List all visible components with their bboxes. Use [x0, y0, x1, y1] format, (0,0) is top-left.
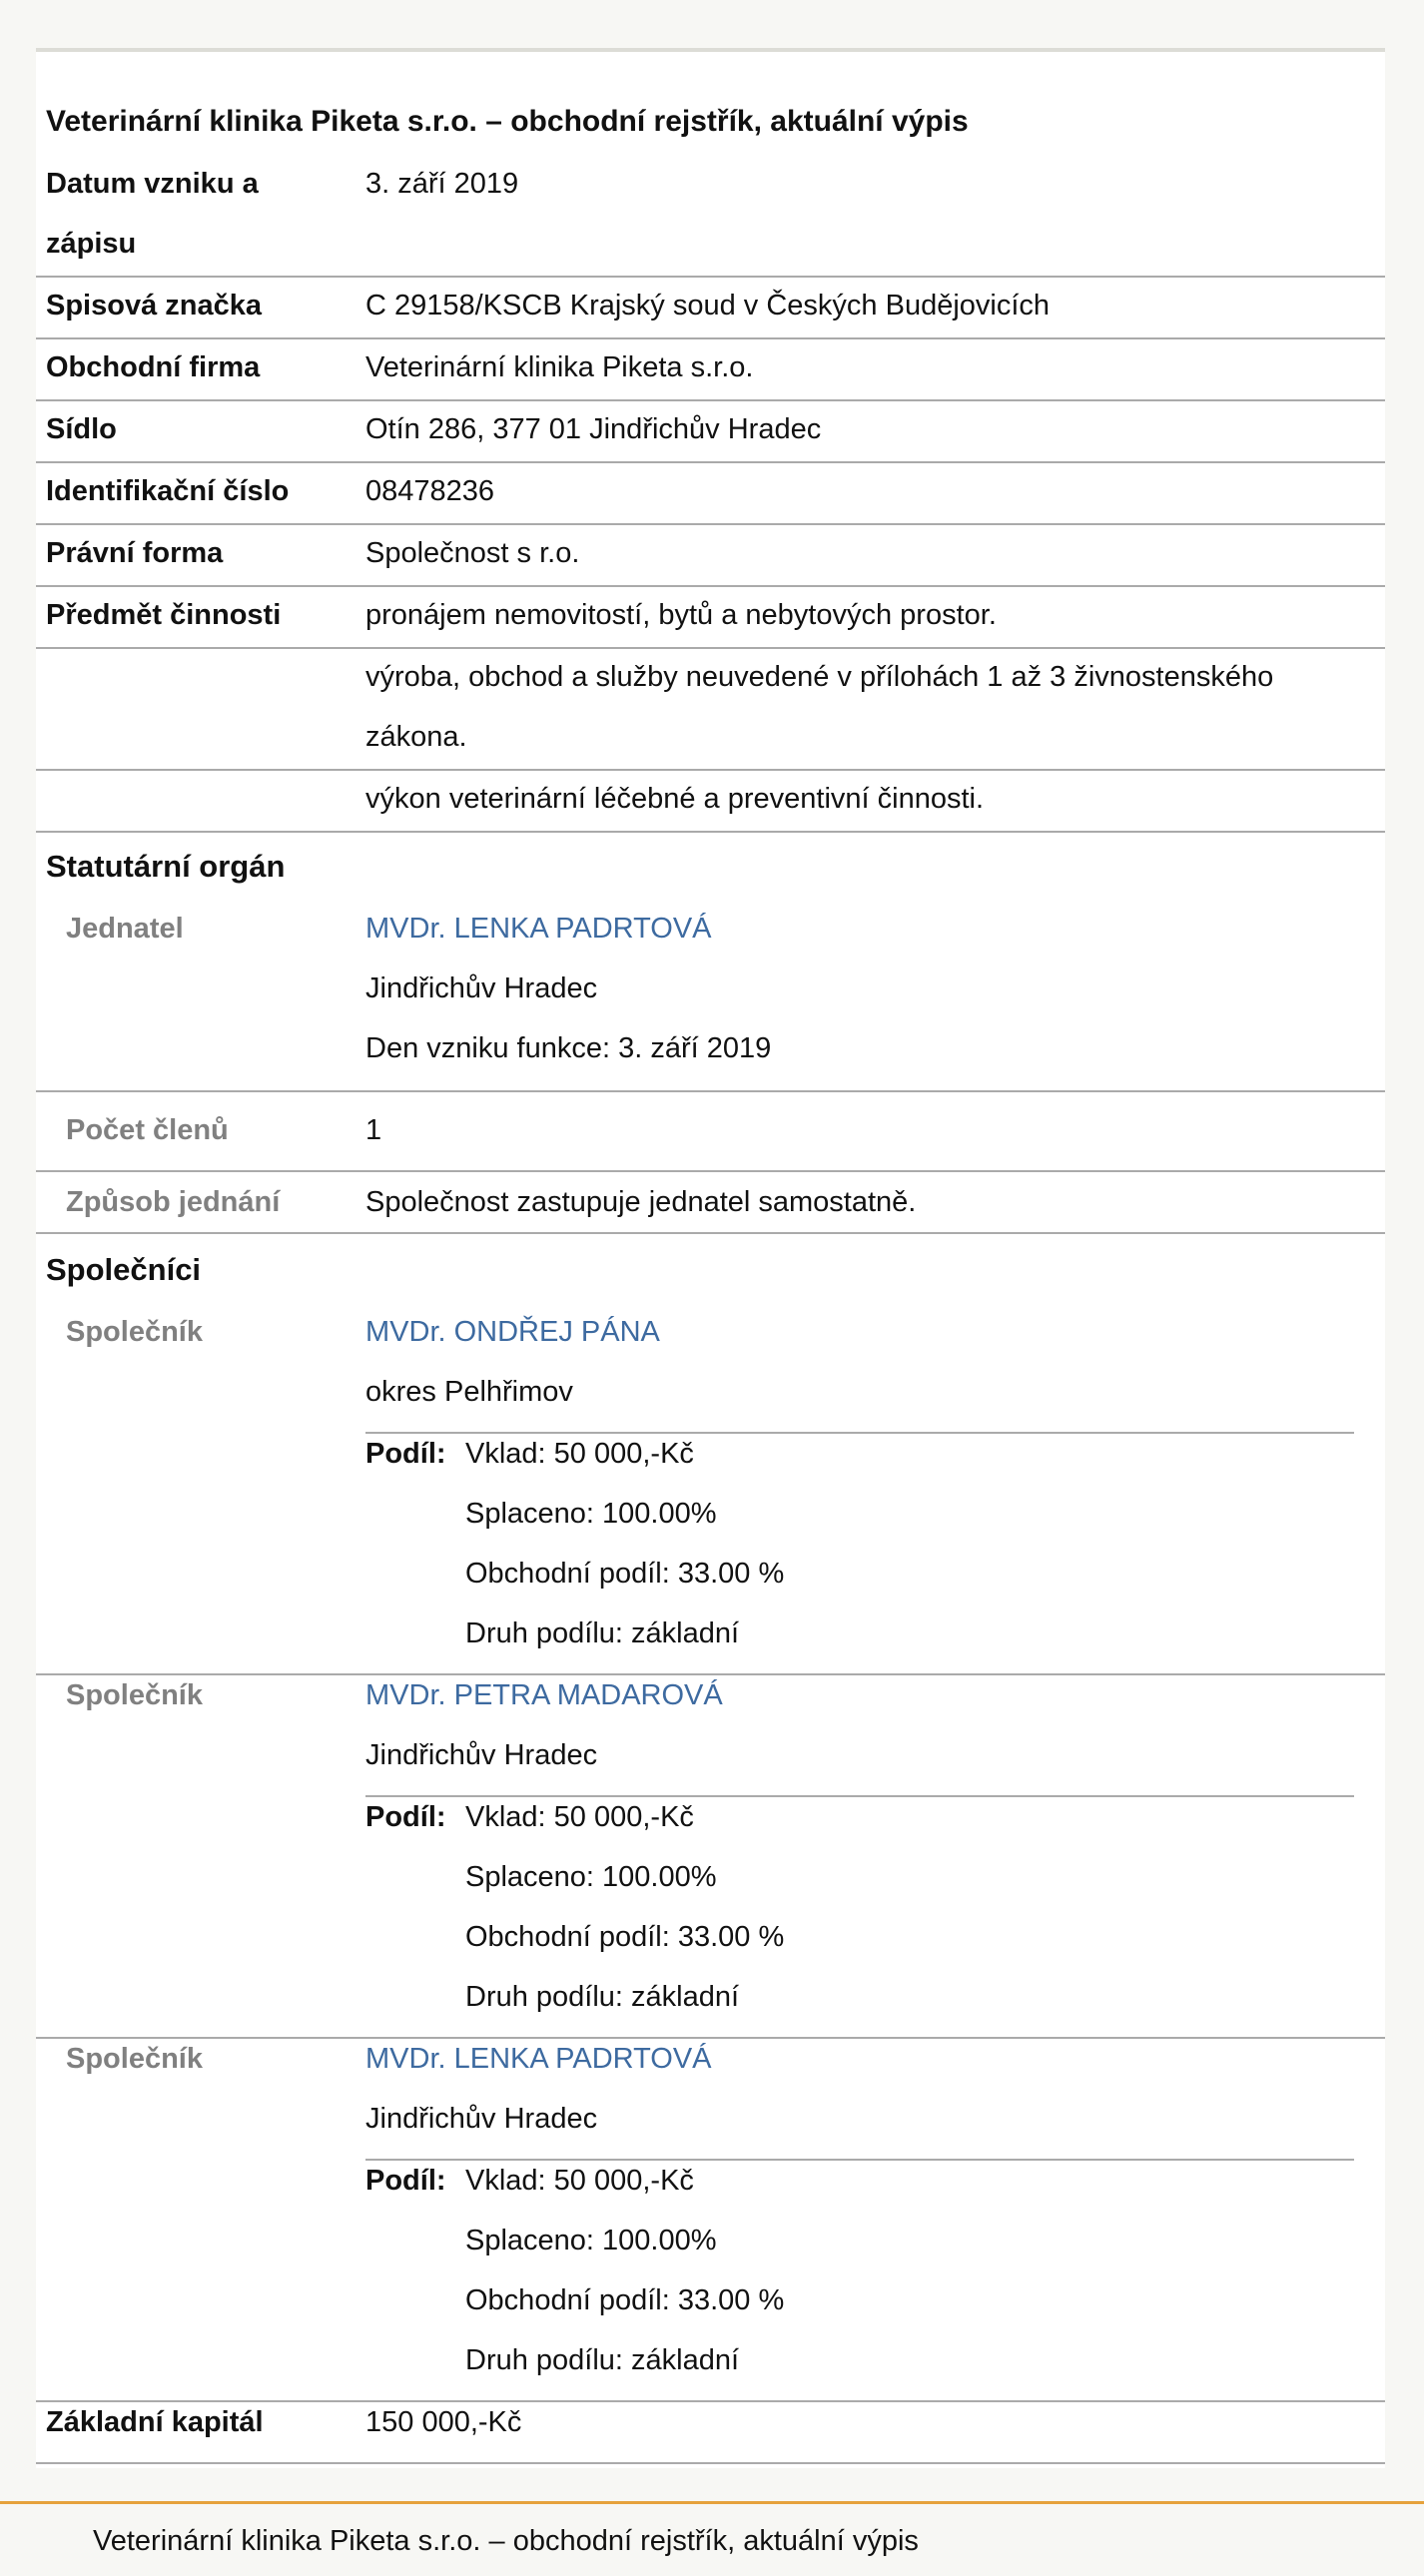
row-divider — [36, 399, 1385, 401]
jednatel-label: Jednatel — [66, 913, 184, 945]
row-divider — [36, 337, 1385, 339]
footer-accent-line — [0, 2501, 1424, 2504]
firma-label: Obchodní firma — [46, 351, 261, 383]
row-divider — [36, 831, 1385, 833]
kapital-label: Základní kapitál — [46, 2406, 264, 2438]
row-divider — [36, 647, 1385, 649]
spolecnik-1-place: okres Pelhřimov — [365, 1376, 573, 1408]
datum-value: 3. září 2019 — [365, 168, 519, 200]
row-divider — [36, 769, 1385, 771]
row-divider — [36, 1170, 1385, 1172]
predmet-label: Předmět činnosti — [46, 599, 282, 631]
jednatel-name-link[interactable]: MVDr. LENKA PADRTOVÁ — [365, 913, 712, 945]
footer-title: Veterinární klinika Piketa s.r.o. – obchodní rejstřík, aktuální výpis — [93, 2525, 919, 2557]
row-divider — [36, 1090, 1385, 1092]
kapital-value: 150 000,-Kč — [365, 2406, 522, 2438]
spolecnik-3-place: Jindřichův Hradec — [365, 2103, 598, 2135]
predmet-item-2-line2: zákona. — [365, 721, 467, 753]
spolecnik-1-obchodni-podil: Obchodní podíl: 33.00 % — [465, 1558, 785, 1590]
podil-label: Podíl: — [365, 2165, 446, 2197]
podil-label: Podíl: — [365, 1801, 446, 1833]
podil-label: Podíl: — [365, 1438, 446, 1470]
row-divider — [36, 585, 1385, 587]
sidlo-label: Sídlo — [46, 413, 117, 445]
datum-label-line2: zápisu — [46, 228, 137, 260]
row-divider — [36, 276, 1385, 278]
firma-value: Veterinární klinika Piketa s.r.o. — [365, 351, 754, 383]
spolecnik-label: Společník — [66, 1679, 203, 1711]
spolecnik-2-splaceno: Splaceno: 100.00% — [465, 1861, 717, 1893]
document-title: Veterinární klinika Piketa s.r.o. – obchodní rejstřík, aktuální výpis — [46, 105, 969, 138]
predmet-item-1: pronájem nemovitostí, bytů a nebytových prostor. — [365, 599, 997, 631]
pocet-clenu-value: 1 — [365, 1114, 382, 1146]
spolecnik-1-vklad: Vklad: 50 000,-Kč — [465, 1438, 694, 1470]
spolecnik-1-name-link[interactable]: MVDr. ONDŘEJ PÁNA — [365, 1316, 660, 1348]
ico-label: Identifikační číslo — [46, 475, 290, 507]
sidlo-value: Otín 286, 377 01 Jindřichův Hradec — [365, 413, 822, 445]
spolecnik-3-name-link[interactable]: MVDr. LENKA PADRTOVÁ — [365, 2043, 712, 2075]
spolecnik-3-obchodni-podil: Obchodní podíl: 33.00 % — [465, 2284, 785, 2316]
spolecnik-2-name-link[interactable]: MVDr. PETRA MADAROVÁ — [365, 1679, 723, 1711]
pocet-clenu-label: Počet členů — [66, 1114, 229, 1146]
spolecnik-3-vklad: Vklad: 50 000,-Kč — [465, 2165, 694, 2197]
row-divider — [36, 1232, 1385, 1234]
spolecnik-2-place: Jindřichův Hradec — [365, 1739, 598, 1771]
statutarni-heading: Statutární orgán — [46, 849, 286, 884]
jednatel-since: Den vzniku funkce: 3. září 2019 — [365, 1032, 772, 1064]
spolecnik-label: Společník — [66, 2043, 203, 2075]
spolecnik-1-splaceno: Splaceno: 100.00% — [465, 1498, 717, 1530]
spolecnik-2-vklad: Vklad: 50 000,-Kč — [465, 1801, 694, 1833]
ico-value: 08478236 — [365, 475, 495, 507]
spolecnik-3-splaceno: Splaceno: 100.00% — [465, 2225, 717, 2256]
spis-label: Spisová značka — [46, 290, 262, 322]
spolecnik-3-druh-podilu: Druh podílu: základní — [465, 2344, 740, 2376]
jednatel-place: Jindřichův Hradec — [365, 972, 598, 1004]
predmet-item-2-line1: výroba, obchod a služby neuvedené v přílohách 1 až 3 živnostenského — [365, 661, 1274, 693]
spolecnik-2-obchodni-podil: Obchodní podíl: 33.00 % — [465, 1921, 785, 1953]
forma-label: Právní forma — [46, 537, 224, 569]
row-divider — [36, 461, 1385, 463]
row-divider — [36, 2462, 1385, 2464]
spis-value: C 29158/KSCB Krajský soud v Českých Budějovicích — [365, 290, 1051, 322]
spolecnik-1-druh-podilu: Druh podílu: základní — [465, 1617, 740, 1649]
zpusob-jednani-label: Způsob jednání — [66, 1186, 281, 1218]
forma-value: Společnost s r.o. — [365, 537, 580, 569]
spolecnici-heading: Společníci — [46, 1252, 202, 1287]
datum-label-line1: Datum vzniku a — [46, 168, 259, 200]
register-extract — [36, 48, 1385, 2468]
spolecnik-label: Společník — [66, 1316, 203, 1348]
predmet-item-3: výkon veterinární léčebné a preventivní činnosti. — [365, 783, 985, 815]
zpusob-jednani-value: Společnost zastupuje jednatel samostatně. — [365, 1186, 917, 1218]
spolecnik-2-druh-podilu: Druh podílu: základní — [465, 1981, 740, 2013]
row-divider — [36, 523, 1385, 525]
